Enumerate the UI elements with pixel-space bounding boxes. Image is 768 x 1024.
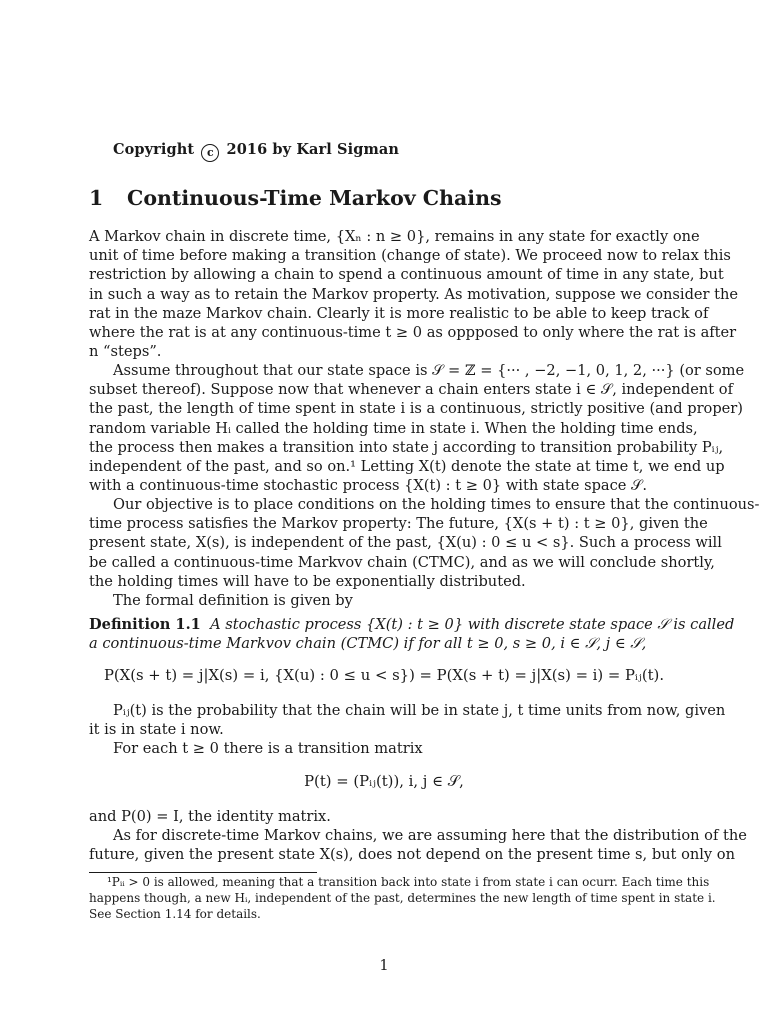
text-line: the past, the length of time spent in state i is a continuous, strictly positive (and proper) bbox=[89, 400, 743, 418]
paragraph-7 bbox=[89, 807, 657, 826]
paragraph-2 bbox=[89, 361, 745, 495]
footnote bbox=[89, 874, 716, 923]
text-line: random variable Hᵢ called the holding time in state i. When the holding time ends, bbox=[89, 419, 698, 437]
text-line: rat in the maze Markov chain. Clearly it is more realistic to be able to keep track of bbox=[89, 304, 709, 322]
paragraph-1 bbox=[89, 227, 739, 361]
text-line: For each t ≥ 0 there is a transition matrix bbox=[113, 740, 423, 757]
section-title: Continuous-Time Markov Chains bbox=[127, 186, 502, 210]
footnote-line: ¹Pᵢᵢ > 0 is allowed, meaning that a transition back into state i from state i can ocurr. Each time this bbox=[107, 875, 710, 889]
text-line: the holding times will have to be exponentially distributed. bbox=[89, 572, 526, 590]
definition-line-2 bbox=[89, 634, 657, 653]
text-line: present state, X(s), is independent of the past, {X(u) : 0 ≤ u < s}. Such a process will bbox=[89, 534, 722, 552]
definition-text: A stochastic process {X(t) : t ≥ 0} with discrete state space 𝒮 is called bbox=[210, 616, 735, 633]
text-line: restriction by allowing a chain to spend a continuous amount of time in any state, but bbox=[89, 266, 724, 284]
text-line: Pᵢⱼ(t) is the probability that the chain will be in state j, t time units from now, given bbox=[113, 702, 726, 719]
copyright-line bbox=[113, 141, 399, 162]
text-line: The formal definition is given by bbox=[113, 592, 353, 609]
footnote-line: See Section 1.14 for details. bbox=[89, 907, 261, 922]
copyright-icon: c bbox=[201, 144, 219, 162]
text-line: it is in state i now. bbox=[89, 721, 224, 739]
text-line: unit of time before making a transition (change of state). We proceed now to relax this bbox=[89, 247, 731, 265]
paragraph-6 bbox=[89, 739, 657, 758]
paragraph-3 bbox=[89, 495, 760, 591]
equation-1: P(X(s + t) = j|X(s) = i, {X(u) : 0 ≤ u < s}) = P(X(s + t) = j|X(s) = i) = Pᵢⱼ(t). bbox=[103, 667, 665, 684]
text-line: future, given the present state X(s), does not depend on the present time s, but only on bbox=[89, 846, 735, 864]
text-line: Our objective is to place conditions on the holding times to ensure that the continuous- bbox=[113, 496, 760, 513]
definition-text: a continuous-time Markvov chain (CTMC) if for all t ≥ 0, s ≥ 0, i ∈ 𝒮, j ∈ 𝒮, bbox=[89, 635, 647, 653]
paragraph-4 bbox=[89, 591, 657, 610]
section-number: 1 bbox=[89, 186, 104, 210]
copyright-prefix: Copyright bbox=[113, 141, 195, 158]
paragraph-8 bbox=[89, 826, 747, 864]
definition-label: Definition 1.1 bbox=[89, 616, 201, 633]
copyright-suffix: 2016 by Karl Sigman bbox=[226, 141, 400, 158]
footnote-rule bbox=[89, 872, 317, 873]
text-line: with a continuous-time stochastic process {X(t) : t ≥ 0} with state space 𝒮. bbox=[89, 477, 647, 495]
text-line: be called a continuous-time Markvov chain (CTMC), and as we will conclude shortly, bbox=[89, 553, 715, 571]
text-line: A Markov chain in discrete time, {Xₙ : n ≥ 0}, remains in any state for exactly one bbox=[89, 228, 700, 245]
section-heading bbox=[89, 186, 502, 210]
text-line: where the rat is at any continuous-time t ≥ 0 as oppposed to only where the rat is after bbox=[89, 323, 737, 341]
footnote-line: happens though, a new Hᵢ, independent of the past, determines the new length of time spent in state i. bbox=[89, 891, 716, 906]
text-line: n “steps”. bbox=[89, 343, 162, 361]
text-line: independent of the past, and so on.¹ Letting X(t) denote the state at time t, we end up bbox=[89, 457, 725, 475]
page-number: 1 bbox=[379, 957, 389, 974]
text-line: subset thereof). Suppose now that whenever a chain enters state i ∈ 𝒮, independent of bbox=[89, 381, 733, 399]
text-line: time process satisfies the Markov property: The future, {X(s + t) : t ≥ 0}, given the bbox=[89, 515, 708, 533]
definition-line-1 bbox=[89, 615, 735, 634]
paragraph-5 bbox=[89, 701, 726, 739]
equation-2: P(t) = (Pᵢⱼ(t)), i, j ∈ 𝒮, bbox=[304, 773, 464, 790]
text-line: As for discrete-time Markov chains, we are assuming here that the distribution of the bbox=[113, 827, 747, 844]
text-line: the process then makes a transition into state j according to transition probability Pᵢⱼ, bbox=[89, 438, 724, 456]
text-line: and P(0) = I, the identity matrix. bbox=[89, 808, 331, 825]
text-line: Assume throughout that our state space is 𝒮 = ℤ = {··· , −2, −1, 0, 1, 2, ···} (or some bbox=[113, 362, 745, 379]
definition-block bbox=[89, 615, 735, 653]
text-line: in such a way as to retain the Markov property. As motivation, suppose we consider the bbox=[89, 285, 739, 303]
